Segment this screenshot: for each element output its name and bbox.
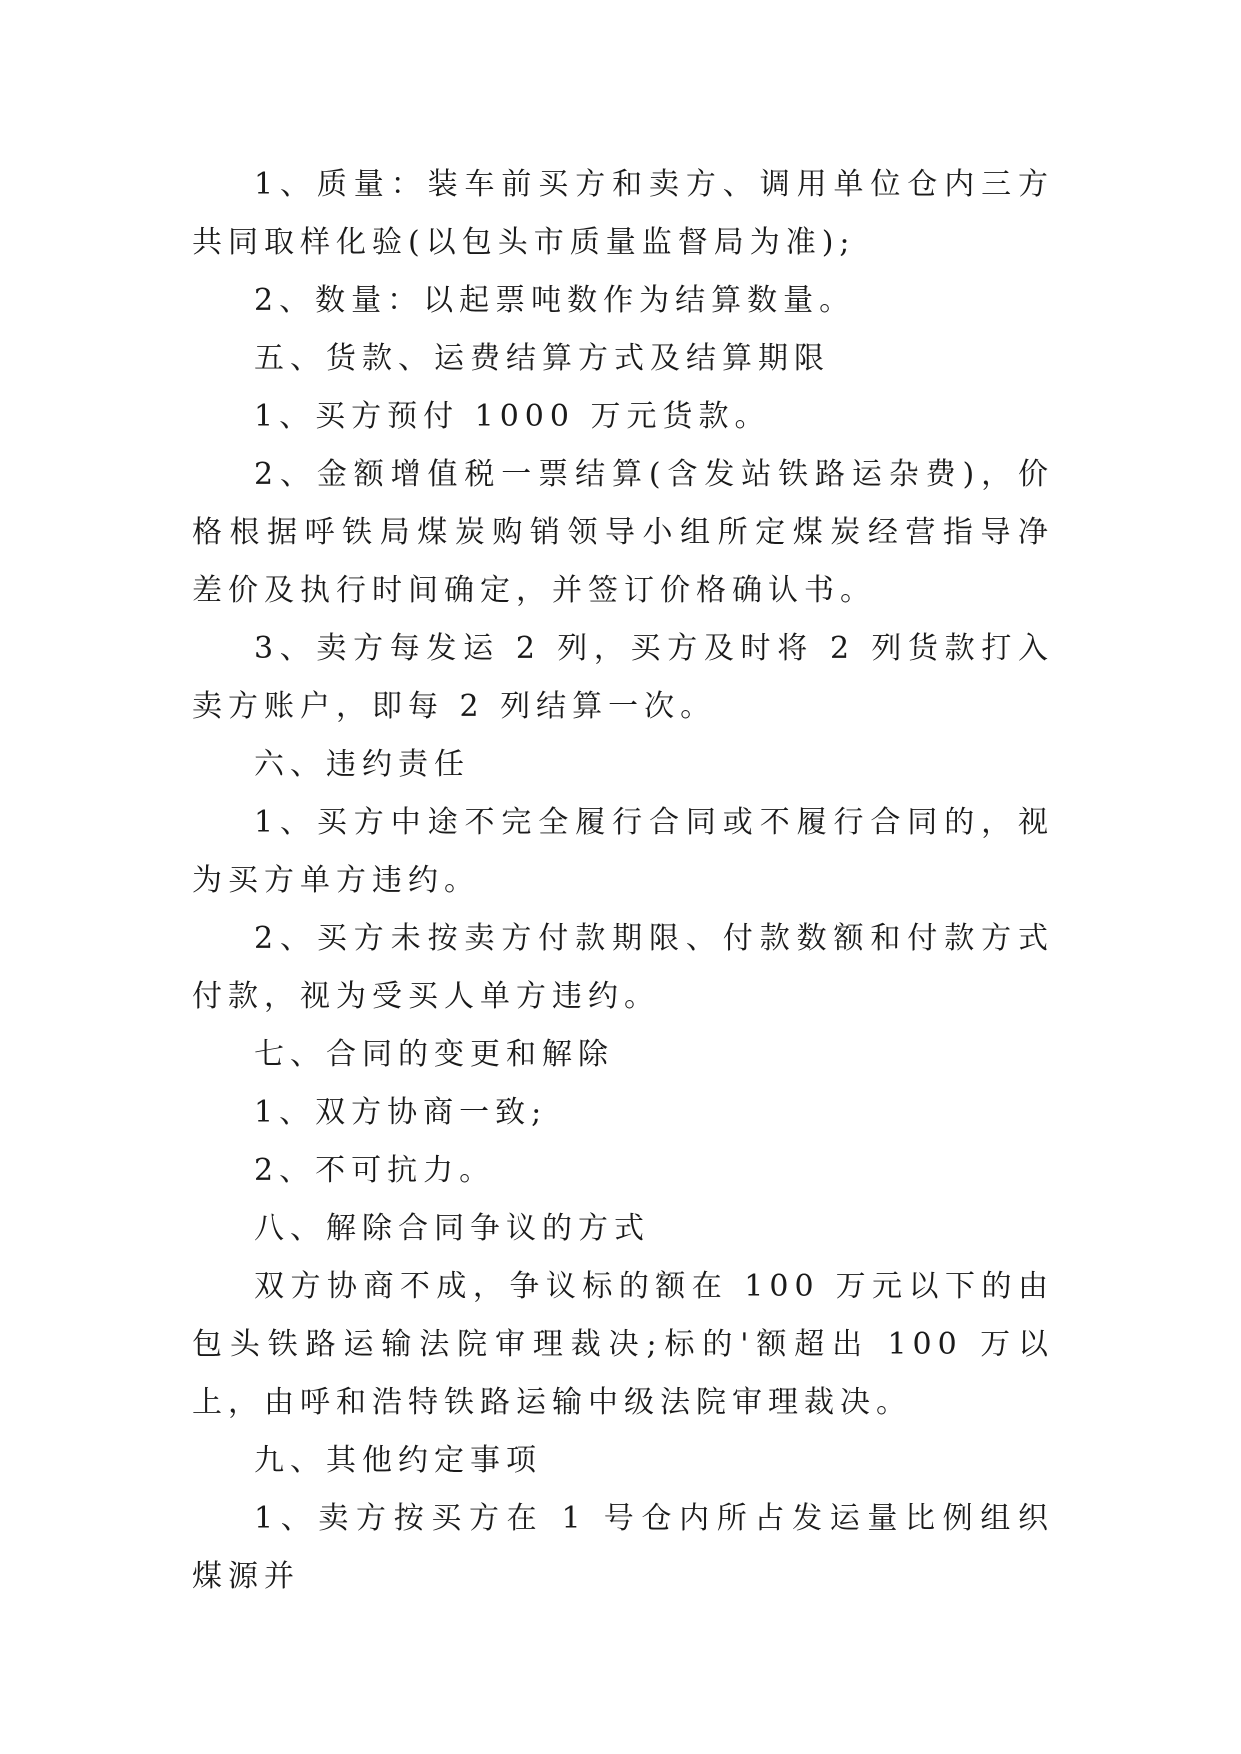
section-heading-liability: 六、违约责任: [254, 747, 470, 782]
clause-vat-settlement: 2、金额增值税一票结算(含发站铁路运杂费)，价格根据呼铁局煤炭购销领导小组所定煤炭经营指导净差价及执行时间确定，并签订价格确认书。: [192, 457, 1054, 608]
clause-dispute-resolution: 双方协商不成，争议标的额在 100 万元以下的由包头铁路运输法院审理裁决;标的'额超出 100 万以上，由呼和浩特铁路运输中级法院审理裁决。: [192, 1269, 1054, 1420]
clause-breach-payment: 2、买方未按卖方付款期限、付款数额和付款方式付款，视为受买人单方违约。: [192, 921, 1054, 1014]
section-heading-payment: 五、货款、运费结算方式及结算期限: [254, 341, 830, 376]
clause-force-majeure: 2、不可抗力。: [254, 1153, 496, 1188]
clause-shipment-settlement: 3、卖方每发运 2 列，买方及时将 2 列货款打入卖方账户，即每 2 列结算一次。: [192, 631, 1054, 724]
section-heading-dispute: 八、解除合同争议的方式: [254, 1211, 650, 1246]
section-heading-other: 九、其他约定事项: [254, 1443, 542, 1478]
clause-mutual-agreement: 1、双方协商一致;: [254, 1095, 548, 1130]
clause-quality: 1、质量：装车前买方和卖方、调用单位仓内三方共同取样化验(以包头市质量监督局为准);: [192, 167, 1054, 260]
document-body: [192, 156, 1054, 1606]
section-heading-change: 七、合同的变更和解除: [254, 1037, 614, 1072]
clause-quantity: 2、数量：以起票吨数作为结算数量。: [254, 283, 856, 318]
clause-prepayment: 1、买方预付 1000 万元货款。: [254, 399, 771, 434]
clause-coal-source: 1、卖方按买方在 1 号仓内所占发运量比例组织煤源并: [192, 1501, 1054, 1594]
clause-breach-performance: 1、买方中途不完全履行合同或不履行合同的，视为买方单方违约。: [192, 805, 1054, 898]
